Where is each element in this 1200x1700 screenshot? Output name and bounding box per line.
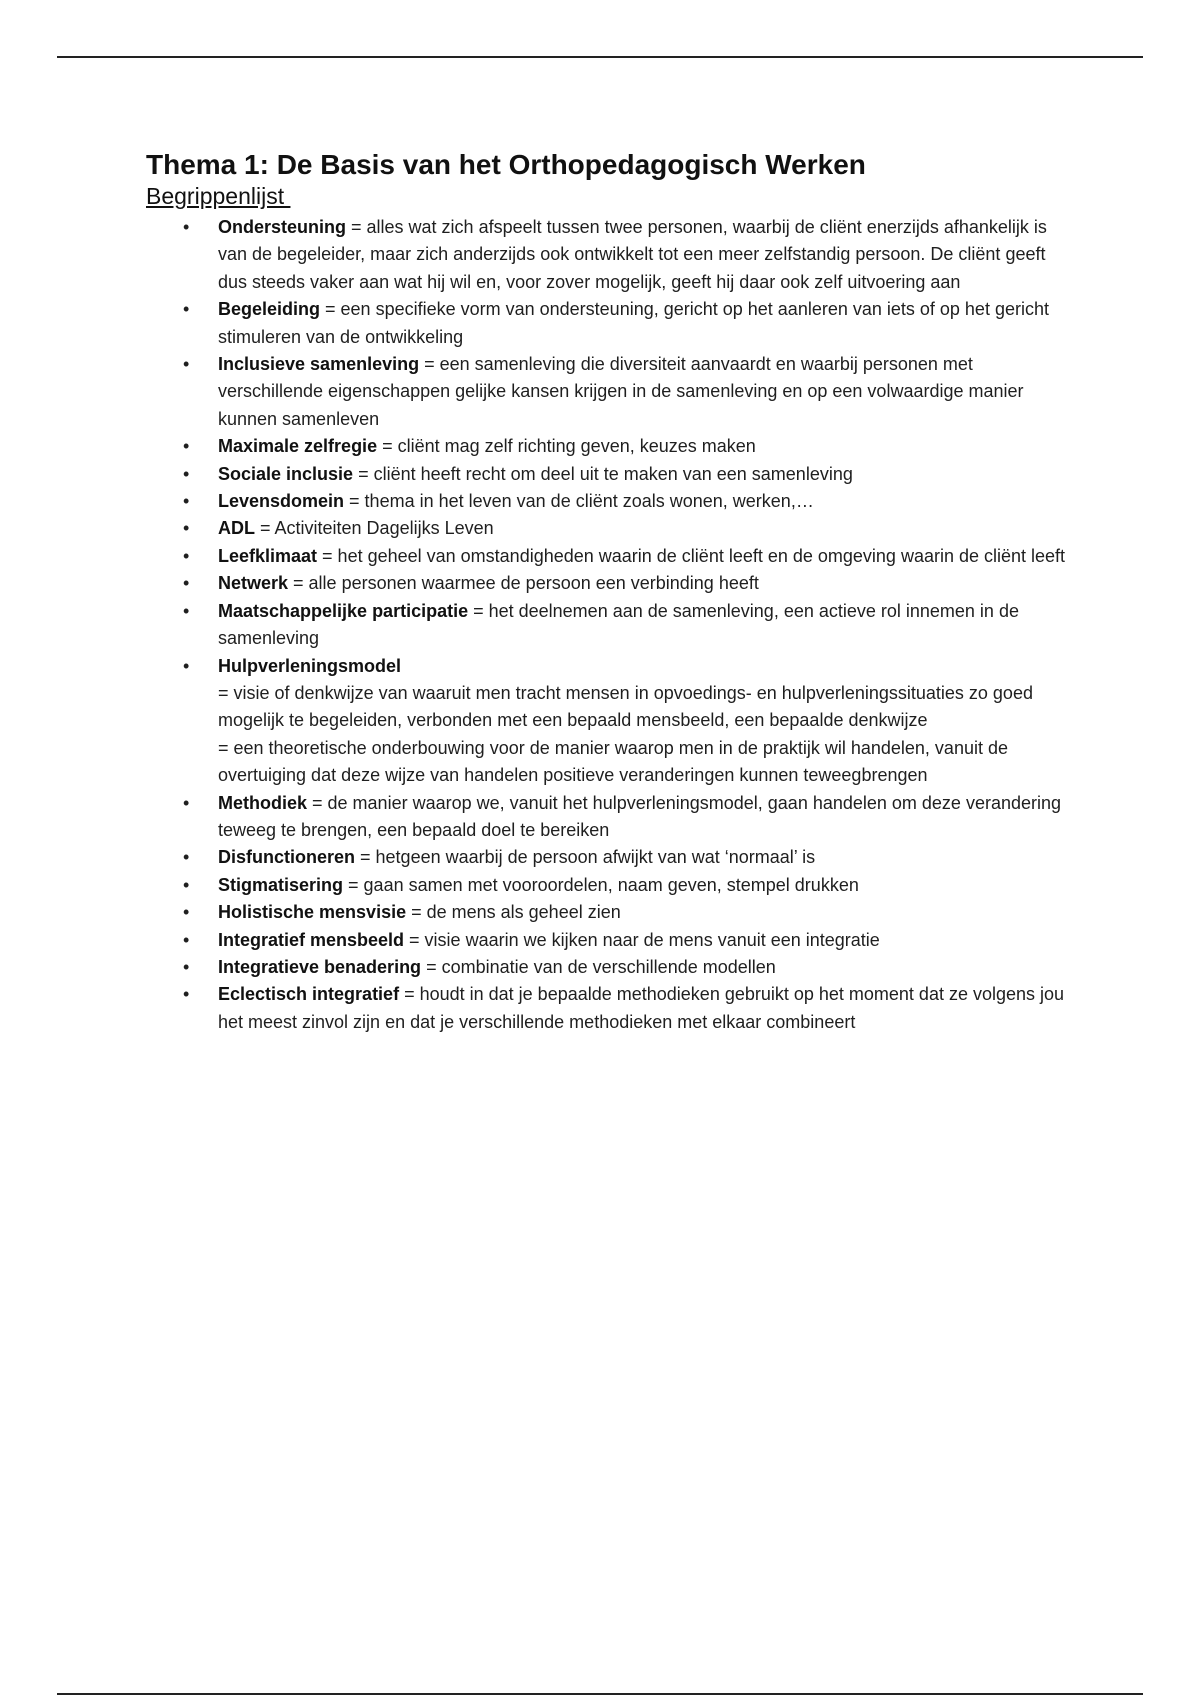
list-item — [146, 570, 1066, 597]
term-definition: = het deelnemen aan de samenleving, een actieve rol innemen in de samenleving — [218, 600, 1019, 649]
term-name: Methodiek — [218, 792, 308, 813]
term-definition: = alle personen waarmee de persoon een verbinding heeft — [288, 573, 759, 594]
bullet-icon: • — [183, 984, 190, 1005]
list-item-hulpverleningsmodel — [146, 653, 1066, 790]
list-item — [146, 954, 1066, 981]
list-item — [146, 981, 1066, 1036]
list-item — [146, 296, 1066, 351]
term-name: Disfunctioneren — [218, 847, 356, 868]
bullet-icon: • — [183, 902, 190, 923]
term-name: Hulpverleningsmodel — [218, 655, 402, 676]
bullet-icon: • — [183, 847, 190, 868]
bottom-rule — [57, 1693, 1143, 1695]
term-name: ADL — [218, 518, 255, 539]
bullet-icon: • — [183, 956, 190, 977]
term-definition: = gaan samen met vooroordelen, naam geven, stempel drukken — [343, 874, 859, 895]
term-name: Levensdomein — [218, 491, 345, 512]
term-list — [146, 214, 1066, 1036]
term-definition-first: = visie of denkwijze van waaruit men tracht mensen in opvoedings- en hulpverleningssituaties zo goed mogelijk te begeleiden, verbonden met een bepaald mensbeeld, een bepaalde denkwijze — [218, 682, 1033, 731]
bullet-icon: • — [183, 573, 190, 594]
term-definition-second: = een theoretische onderbouwing voor de manier waarop men in de praktijk wil handelen, vanuit de overtuiging dat deze wijze van handelen positieve veranderingen kunnen teweegbrengen — [218, 737, 1008, 786]
page-title: Thema 1: De Basis van het Orthopedagogisch Werken — [146, 149, 866, 180]
term-definition: = de manier waarop we, vanuit het hulpverleningsmodel, gaan handelen om deze verandering teweeg te brengen, een bepaald doel te bereiken — [218, 792, 1062, 840]
list-item — [146, 488, 1066, 515]
term-name: Stigmatisering — [218, 874, 344, 895]
bullet-icon: • — [183, 436, 190, 457]
list-item — [146, 927, 1066, 954]
term-name: Begeleiding — [218, 299, 321, 320]
list-item — [146, 214, 1066, 296]
term-name: Netwerk — [218, 573, 289, 594]
term-name: Leefklimaat — [218, 545, 318, 566]
term-name: Maximale zelfregie — [218, 436, 378, 457]
bullet-icon: • — [183, 545, 190, 566]
term-definition: = het geheel van omstandigheden waarin de cliënt leeft en de omgeving waarin de cliënt leeft — [317, 545, 1066, 566]
bullet-icon: • — [183, 217, 190, 237]
list-item — [146, 351, 1066, 433]
term-definition: = cliënt mag zelf richting geven, keuzes maken — [377, 436, 756, 457]
term-definition: = een specifieke vorm van ondersteuning, gericht op het aanleren van iets of op het gericht stimuleren van de ontwikkeling — [218, 299, 1049, 347]
list-item — [146, 461, 1066, 488]
term-name: Ondersteuning — [218, 217, 347, 237]
list-item — [146, 598, 1066, 653]
bullet-icon: • — [183, 874, 190, 895]
top-rule — [57, 56, 1143, 58]
bullet-icon: • — [183, 600, 190, 621]
document-body — [146, 148, 1066, 1036]
term-name: Holistische mensvisie — [218, 902, 407, 923]
term-definition: = thema in het leven van de cliënt zoals wonen, werken,… — [344, 491, 814, 512]
section-subtitle: Begrippenlijst — [146, 183, 291, 209]
list-item — [146, 844, 1066, 871]
term-name: Integratief mensbeeld — [218, 929, 405, 950]
term-name: Eclectisch integratief — [218, 984, 400, 1005]
term-definition: = visie waarin we kijken naar de mens vanuit een integratie — [404, 929, 880, 950]
term-definition: = hetgeen waarbij de persoon afwijkt van wat ‘normaal’ is — [355, 847, 816, 868]
term-definition: = de mens als geheel zien — [406, 902, 621, 923]
bullet-icon: • — [183, 792, 190, 813]
term-name: Maatschappelijke participatie — [218, 600, 469, 621]
bullet-icon: • — [183, 491, 190, 512]
list-item — [146, 433, 1066, 460]
term-definition: = alles wat zich afspeelt tussen twee personen, waarbij de cliënt enerzijds afhankelijk is van de begeleider, maar zich anderzijds ook ontwikkelt tot een meer zelfstandig persoon. De cliënt geeft dus steeds vaker aan wat hij wil en, voor zover mogelijk, geeft hij daar ook zelf uitvoering aan — [218, 217, 1047, 292]
bullet-icon: • — [183, 655, 190, 676]
term-definition: = een samenleving die diversiteit aanvaardt en waarbij personen met verschillende eigenschappen gelijke kansen krijgen in de samenleving en op een volwaardige manier kunnen samenleven — [218, 354, 1024, 429]
list-item — [146, 899, 1066, 926]
term-definition: = cliënt heeft recht om deel uit te maken van een samenleving — [353, 463, 853, 484]
term-definition: = Activiteiten Dagelijks Leven — [255, 518, 494, 539]
term-name: Inclusieve samenleving — [218, 354, 420, 375]
bullet-icon: • — [183, 354, 190, 375]
list-item — [146, 515, 1066, 542]
bullet-icon: • — [183, 463, 190, 484]
list-item — [146, 872, 1066, 899]
list-item — [146, 543, 1066, 570]
bullet-icon: • — [183, 299, 190, 320]
term-definition: = combinatie van de verschillende modellen — [421, 956, 776, 977]
term-name: Sociale inclusie — [218, 463, 354, 484]
bullet-icon: • — [183, 518, 190, 539]
term-definition: = houdt in dat je bepaalde methodieken gebruikt op het moment dat ze volgens jou het meest zinvol zijn en dat je verschillende methodieken met elkaar combineert — [218, 984, 1065, 1032]
bullet-icon: • — [183, 929, 190, 950]
term-name: Integratieve benadering — [218, 956, 422, 977]
list-item — [146, 790, 1066, 845]
